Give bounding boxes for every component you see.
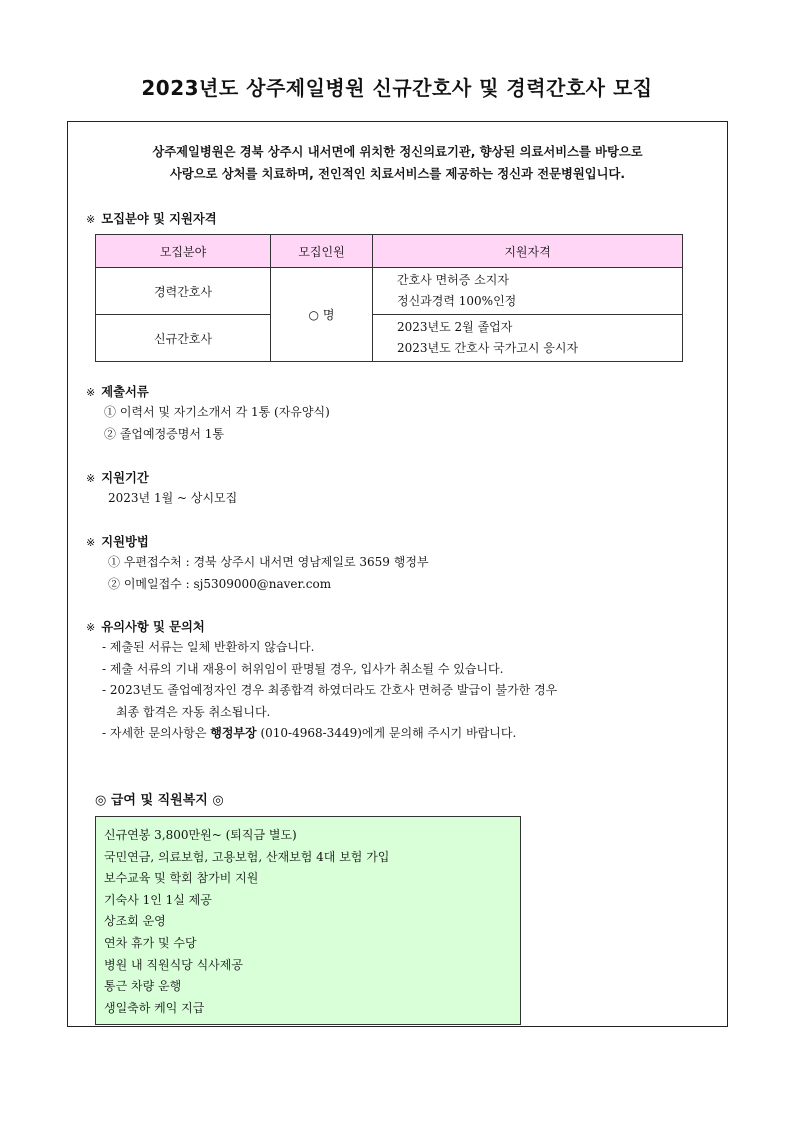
list-item: 상조회 운영 [104,914,166,929]
intro-text [68,141,727,185]
content-frame [67,121,728,1027]
documents-heading-label: 제출서류 [101,385,149,399]
method-heading [86,532,149,550]
table-row [96,268,683,315]
note-item: - 2023년도 졸업예정자인 경우 최종합격 하였더라도 간호사 면허증 발급이 불가한 경우 [102,683,558,697]
list-item: 연차 휴가 및 수당 [104,935,197,950]
recruit-heading [86,209,217,227]
benefits-heading: ◎ 급여 및 직원복지 ◎ [95,793,224,808]
recruit-table [95,234,683,362]
recruit-heading-label: 모집분야 및 지원자격 [101,212,217,226]
contact-person: 행정부장 [210,726,257,740]
documents-heading [86,382,149,400]
col-header-count: 모집인원 [271,235,373,268]
method-item-email: ② 이메일접수 : sj5309000@naver.com [108,577,332,591]
method-heading-label: 지원방법 [101,535,149,549]
intro-line-2: 사랑으로 상처를 치료하며, 전인적인 치료서비스를 제공하는 정신과 전문병원입니다. [169,167,626,181]
period-text: 2023년 1월 ~ 상시모집 [108,491,238,505]
contact-suffix: (010-4968-3449)에게 문의해 주시기 바랍니다. [256,726,517,740]
list-item: 신규연봉 3,800만원~ (퇴직금 별도) [104,828,297,842]
note-item: - 제출된 서류는 일체 반환하지 않습니다. [102,640,315,654]
list-item: 보수교육 및 학회 참가비 지원 [104,871,259,886]
qualification-line: 간호사 면허증 소지자 [397,273,509,287]
col-header-field: 모집분야 [96,235,271,268]
qualification-cell [373,268,683,315]
list-item: 통근 차량 운행 [104,979,182,994]
section-mark-icon: ※ [86,213,96,226]
section-mark-icon: ※ [86,386,96,399]
list-item: 생일축하 케익 지급 [104,1000,205,1015]
page-title: 2023년도 상주제일병원 신규간호사 및 경력간호사 모집 [141,76,653,100]
document-item: ① 이력서 및 자기소개서 각 1통 (자유양식) [104,405,330,419]
field-cell: 신규간호사 [96,315,271,362]
benefits-box [95,816,521,1025]
intro-line-1: 상주제일병원은 경북 상주시 내서면에 위치한 정신의료기관, 향상된 의료서비스를 바탕으로 [152,145,643,159]
note-item: - 제출 서류의 기내 재용이 허위임이 판명될 경우, 입사가 취소될 수 있습니다. [102,662,504,676]
contact-prefix: - 자세한 문의사항은 [102,726,211,740]
section-mark-icon: ※ [86,621,96,634]
list-item: 국민연금, 의료보험, 고용보험, 산재보험 4대 보험 가입 [104,849,390,864]
period-heading-label: 지원기간 [101,471,149,485]
notes-heading [86,617,205,635]
section-mark-icon: ※ [86,472,96,485]
document-item: ② 졸업예정증명서 1통 [104,427,225,441]
table-row [96,315,683,362]
table-header-row [96,235,683,268]
method-item-mail: ① 우편접수처 : 경북 상주시 내서면 영남제일로 3659 행정부 [108,555,429,569]
list-item: 병원 내 직원식당 식사제공 [104,957,243,972]
qualification-line: 정신과경력 100%인정 [397,294,517,308]
note-contact [102,724,516,741]
qualification-line: 2023년도 2월 졸업자 [397,320,513,334]
qualification-line: 2023년도 간호사 국가고시 응시자 [397,341,579,355]
col-header-qualification: 지원자격 [373,235,683,268]
notes-heading-label: 유의사항 및 문의처 [101,620,205,634]
section-mark-icon: ※ [86,536,96,549]
field-cell: 경력간호사 [96,268,271,315]
qualification-cell [373,315,683,362]
count-cell: ○ 명 [271,268,373,362]
period-heading [86,468,149,486]
note-item-continued: 최종 합격은 자동 취소됩니다. [116,705,271,719]
list-item: 기숙사 1인 1실 제공 [104,892,212,907]
